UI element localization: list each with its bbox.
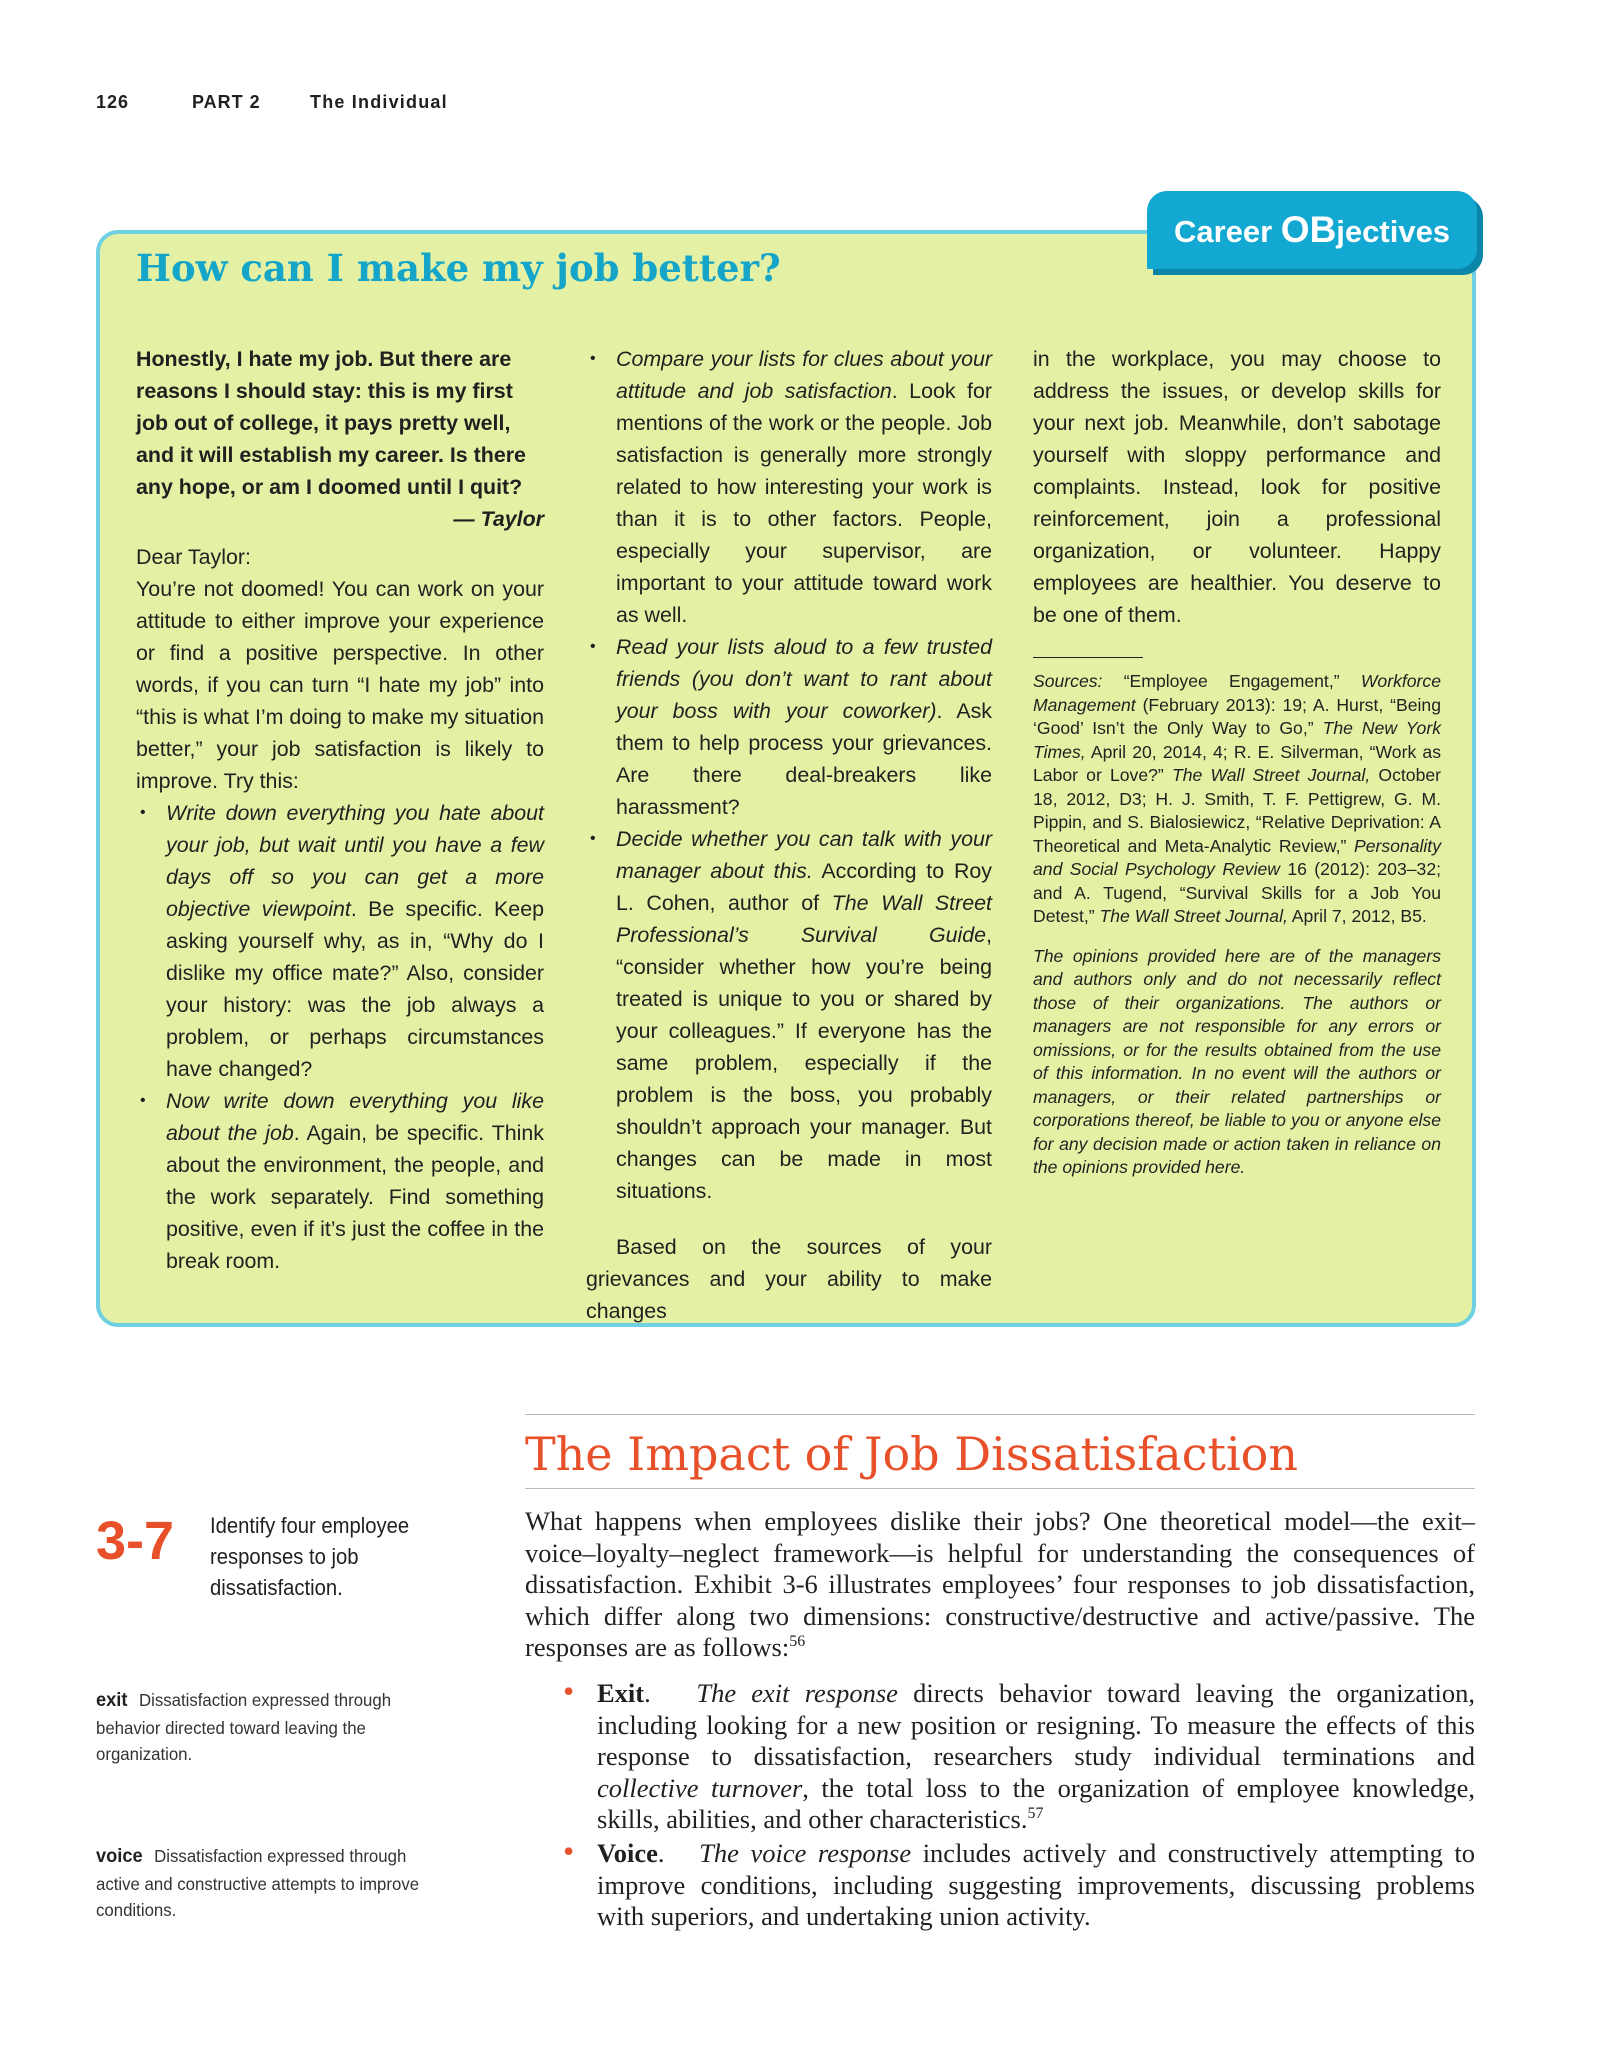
glossary-definition: Dissatisfaction expressed through active and constructive attempts to improve conditions. — [96, 1846, 420, 1920]
reader-signature: — Taylor — [453, 507, 544, 531]
running-head — [96, 92, 448, 113]
advice-item: • Compare your lists for clues about your attitude and job satisfaction. Look for mentions of the work or the people. Job satisfaction is generally more strongly related to how interesting your work is than it is to other factors. People, especially your supervisor, are important to your attitude toward work as well. — [586, 343, 992, 631]
source-segment: Sources: — [1033, 671, 1103, 691]
tab-prefix: Career — [1173, 214, 1281, 249]
advice-list-1 — [136, 797, 544, 1277]
advice-item: • Decide whether you can talk with your manager about this. According to Roy L. Cohen, author of The Wall Street Professional’s Survival Guide, “consider whether how you’re being treated is unique to you or shared by your colleagues.” If everyone has the same problem, especially if the problem is the boss, you probably shouldn’t approach your manager. But changes can be made in most situations. — [586, 823, 992, 1207]
box-column-1 — [136, 343, 544, 1277]
section-rule-bottom — [525, 1488, 1475, 1489]
part-label: PART 2 — [192, 92, 261, 112]
tab-suffix: jectives — [1336, 214, 1451, 249]
source-segment: The New York Times, — [1033, 718, 1441, 762]
advice-item: • Write down everything you hate about your job, but wait until you have a few days off so you can get a more objective viewpoint. Be specific. Keep asking yourself why, as in, “Why do I dislike my office mate?” Also, consider your history: was the job always a problem, or perhaps circumstances have changed? — [136, 797, 544, 1085]
advice-item: • Read your lists aloud to a few trusted friends (you don’t want to rant about your boss with your coworker). Ask them to help process your grievances. Are there deal-breakers like harassment? — [586, 631, 992, 823]
greeting: Dear Taylor: — [136, 545, 251, 569]
source-segment: The Wall Street Journal, — [1099, 906, 1288, 926]
box-column-3 — [1033, 343, 1441, 1180]
source-segment: October 18, 2012, D3; H. J. Smith, T. F. Pettigrew, G. M. Pippin, and S. Bialosiewicz, “Relative Deprivation: A Theoretical and Meta-Analytic Review,” — [1033, 765, 1441, 856]
learning-objective-number: 3-7 — [96, 1511, 175, 1571]
glossary-entry-exit — [96, 1687, 451, 1768]
tab-ob: OB — [1280, 209, 1337, 250]
reader-question: Honestly, I hate my job. But there are reasons I should stay: this is my first job out of college, it pays pretty well, and it will establish my career. Is there any hope, or am I doomed until I quit? — [136, 347, 526, 499]
response-exit: • Exit. The exit response directs behavior toward leaving the organization, including looking for a new position or resigning. To measure the effects of this response to dissatisfaction, researchers study individual terminations and collective turnover, the total loss to the organization of employee knowledge, skills, abilities, and other characteristics.$^{57}$ — [525, 1678, 1475, 1836]
source-segment: April 20, 2014, 4; R. E. Silverman, “Work as Labor or Love?” — [1033, 741, 1441, 785]
glossary-definition: Dissatisfaction expressed through behavior directed toward leaving the organization. — [96, 1690, 392, 1764]
response-voice: • Voice. The voice response includes actively and constructively attempting to improve conditions, including suggesting improvements, discussing problems with superiors, and undertaking union activity. — [525, 1838, 1475, 1933]
section-intro: What happens when employees dislike their jobs? One theoretical model—the exit–voice–loyalty–neglect framework—is helpful for understanding the consequences of dissatisfaction. Exhibit 3-6 illustrates employees’ four responses to job dissatisfaction, which differ along two dimensions: constructive/destructive and active/passive. The responses are as follows:$^{56}$ — [525, 1506, 1475, 1663]
page-number: 126 — [96, 92, 130, 112]
box-column-2 — [586, 343, 992, 1327]
career-objectives-tab — [1147, 191, 1477, 269]
box-title: How can I make my job better? — [136, 246, 781, 290]
section-rule-top — [525, 1414, 1475, 1415]
source-segment: Workforce Management — [1033, 671, 1441, 715]
closing-paragraph-start: Based on the sources of your grievances and your ability to make changes — [586, 1235, 992, 1323]
source-segment: The Wall Street Journal, — [1171, 765, 1371, 785]
section-body — [525, 1506, 1475, 1935]
sources-text — [1033, 670, 1441, 929]
closing-paragraph-end: in the workplace, you may choose to address the issues, or develop skills for your next job. Meanwhile, don’t sabotage yourself with sloppy performance and complaints. Instead, look for positive reinforcement, join a professional organization, or volunteer. Happy employees are healthier. You deserve to be one of them. — [1033, 347, 1441, 627]
advice-item: • Now write down everything you like about the job. Again, be specific. Think about the environment, the people, and the work separately. Find something positive, even if it’s just the coffee in the break room. — [136, 1085, 544, 1277]
source-segment: 16 (2012): 203–32; and A. Tugend, “Survival Skills for a Job You Detest,” — [1033, 859, 1441, 926]
answer-intro: You’re not doomed! You can work on your attitude to either improve your experience or find a positive perspective. In other words, if you can turn “I hate my job” into “this is what I’m doing to make my situation better,” your job satisfaction is likely to improve. Try this: — [136, 577, 544, 793]
learning-objective-text: Identify four employee responses to job dissatisfaction. — [210, 1513, 410, 1600]
source-segment: (February 2013): 19; A. Hurst, “Being ‘Good’ Isn’t the Only Way to Go,” — [1033, 694, 1441, 738]
disclaimer-text: The opinions provided here are of the managers and authors only and do not necessarily reflect those of their organizations. The authors or managers are not responsible for any errors or omissions, or for the results obtained from the use of this information. In no event will the authors or managers, or their related partnerships or corporations thereof, be liable to you or anyone else for any decision made or action taken in reliance on the opinions provided here. — [1033, 945, 1441, 1177]
source-segment: April 7, 2012, B5. — [1287, 906, 1427, 926]
glossary-entry-voice — [96, 1843, 451, 1924]
glossary-term: voice — [96, 1846, 143, 1867]
responses-list — [525, 1678, 1475, 1933]
advice-list-2 — [586, 343, 992, 1207]
sources-divider — [1033, 657, 1143, 658]
source-segment: “Employee Engagement,” — [1102, 671, 1361, 691]
source-segment: Personality and Social Psychology Review — [1033, 835, 1441, 879]
section-title: The Impact of Job Dissatisfaction — [525, 1427, 1298, 1481]
glossary-term: exit — [96, 1690, 128, 1711]
part-title: The Individual — [310, 92, 448, 112]
